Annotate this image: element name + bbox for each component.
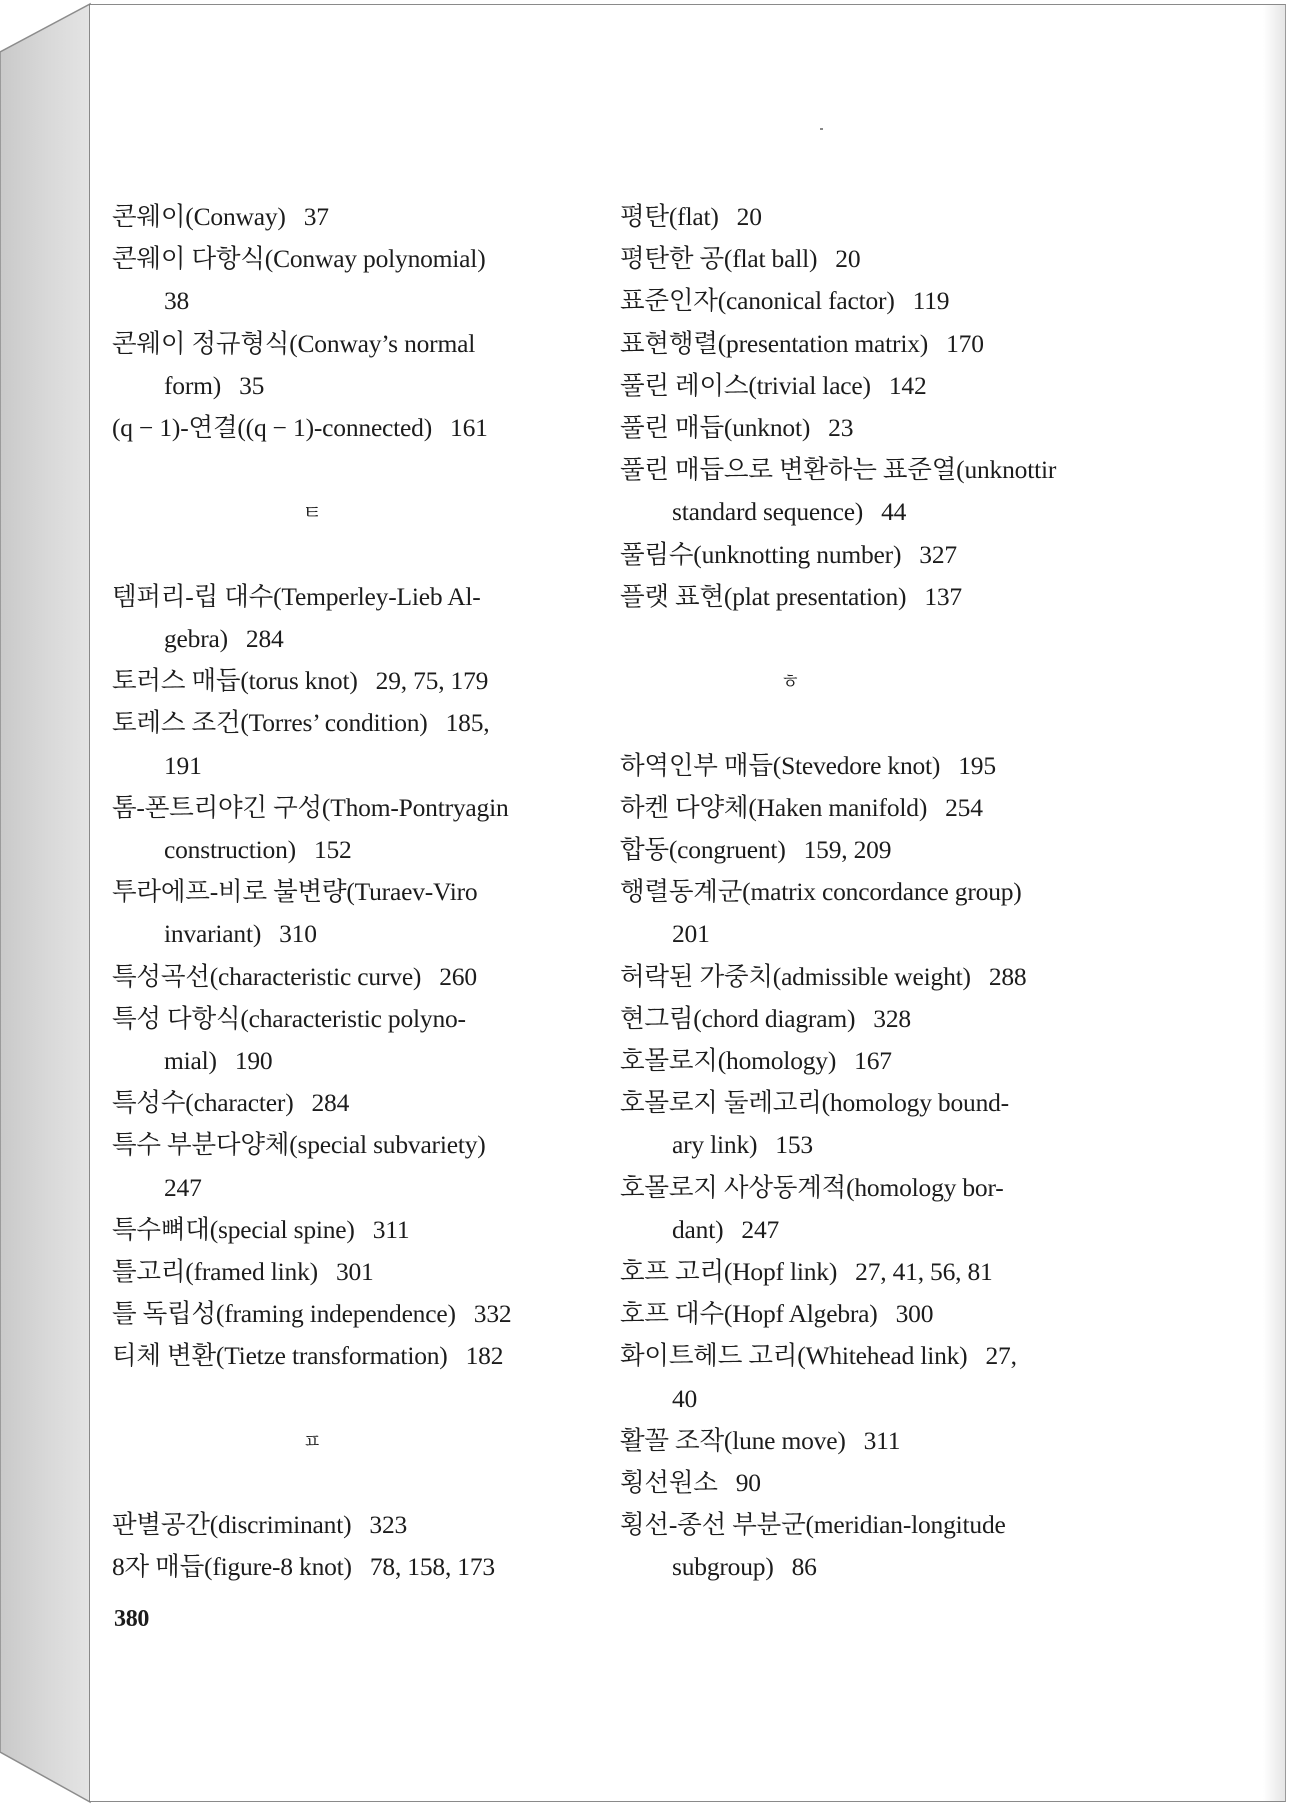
index-entry-line <box>112 1335 582 1377</box>
index-entry-line <box>620 829 1180 871</box>
index-entry <box>112 998 582 1082</box>
index-entry-continuation <box>112 913 582 955</box>
index-term: 톰-폰트리야긴 구성(Thom-Pontryagin <box>112 792 509 822</box>
index-page-refs: 311 <box>863 1425 901 1455</box>
index-page-refs: 20 <box>736 202 762 231</box>
index-term: 풀린 레이스(trivial lace) <box>620 370 871 400</box>
index-continuation-text: form) <box>164 370 222 400</box>
index-entry <box>112 196 582 238</box>
index-continuation-text: invariant) <box>164 919 262 949</box>
index-term: 풀린 매듭(unknot) <box>620 413 811 443</box>
index-entry <box>112 702 582 786</box>
index-entry <box>620 280 1180 322</box>
index-page-refs: 167 <box>854 1046 892 1076</box>
index-continuation-text: 40 <box>672 1383 698 1413</box>
index-page-refs: 327 <box>919 539 957 569</box>
index-term: 횡선원소 <box>620 1468 718 1498</box>
index-entry-line <box>620 998 1180 1040</box>
index-entry <box>620 956 1180 998</box>
index-term: 콘웨이(Conway) <box>112 202 286 231</box>
index-page-refs: 27, <box>985 1341 1017 1371</box>
index-entry-line <box>620 365 1180 407</box>
index-entry-line <box>620 449 1180 491</box>
index-entry <box>620 407 1180 449</box>
index-term: 하켄 다양체(Haken manifold) <box>620 792 928 822</box>
index-page-refs: 29, 75, 179 <box>375 666 489 696</box>
index-entry-line <box>112 1293 582 1335</box>
index-entry-line <box>112 956 582 998</box>
index-entry <box>620 238 1180 280</box>
index-page-refs: 288 <box>988 961 1027 991</box>
index-entry-line <box>620 1335 1180 1377</box>
index-term: 표현행렬(presentation matrix) <box>620 328 929 358</box>
index-term: 콘웨이 다항식(Conway polynomial) <box>112 244 486 274</box>
index-entry <box>620 787 1180 829</box>
index-entry-line <box>620 1293 1180 1335</box>
section-gap <box>620 618 1180 660</box>
section-heading: ㅌ <box>302 500 322 525</box>
index-term: 특수뼈대(special spine) <box>112 1214 355 1244</box>
index-term: (q − 1)-연결((q − 1)-connected) <box>112 413 433 443</box>
index-term: 특성곡선(characteristic curve) <box>112 961 422 991</box>
index-term: 표준인자(canonical factor) <box>620 286 895 316</box>
index-entry <box>112 787 582 871</box>
index-entry-continuation <box>112 1167 582 1209</box>
index-term: 플랫 표현(plat presentation) <box>620 581 907 611</box>
index-term: 티체 변환(Tietze transformation) <box>112 1341 448 1371</box>
index-entry-line <box>112 787 582 829</box>
index-term: 콘웨이 정규형식(Conway’s normal <box>112 328 476 358</box>
index-term: 평탄한 공(flat ball) <box>620 244 818 274</box>
index-term: 판별공간(discriminant) <box>112 1510 352 1540</box>
index-entry <box>112 238 582 322</box>
index-entry <box>620 449 1180 533</box>
index-term: 토레스 조건(Torres’ condition) <box>112 708 428 738</box>
index-term: 호프 고리(Hopf link) <box>620 1257 838 1287</box>
index-continuation-text: gebra) <box>164 623 228 653</box>
index-entry-line <box>620 238 1180 280</box>
index-term: 횡선-종선 부분군(meridian-longitude <box>620 1510 1006 1540</box>
index-entry-line <box>620 1462 1180 1504</box>
index-term: 평탄(flat) <box>620 202 719 231</box>
index-term: 템퍼리-립 대수(Temperley-Lieb Al- <box>112 581 481 611</box>
index-entry-continuation <box>112 280 582 322</box>
index-page-refs: 35 <box>239 370 265 400</box>
index-continuation-text: construction) <box>164 835 296 864</box>
index-page-refs: 86 <box>791 1552 817 1582</box>
index-term: 합동(congruent) <box>620 835 786 864</box>
index-term: 호몰로지 둘레고리(homology bound- <box>620 1088 1009 1118</box>
index-entry <box>620 534 1180 576</box>
index-page-refs: 23 <box>828 413 854 443</box>
index-term: 활꼴 조작(lune move) <box>620 1425 846 1455</box>
index-entry-line <box>620 956 1180 998</box>
section-gap <box>112 449 582 491</box>
index-term: 투라에프-비로 불변량(Turaev-Viro <box>112 877 478 907</box>
index-page-refs: 153 <box>775 1130 813 1160</box>
index-entry-line <box>112 1546 582 1588</box>
index-page-refs: 300 <box>895 1299 934 1329</box>
index-entry <box>620 1167 1180 1251</box>
index-entry <box>112 1082 582 1124</box>
index-entry-line <box>620 787 1180 829</box>
index-term: 특성 다항식(characteristic polyno- <box>112 1003 466 1033</box>
index-page-refs: 78, 158, 173 <box>369 1552 495 1582</box>
index-entry-line <box>620 280 1180 322</box>
index-term: 화이트헤드 고리(Whitehead link) <box>620 1341 968 1371</box>
index-term: 호프 대수(Hopf Algebra) <box>620 1299 878 1329</box>
index-page-refs: 137 <box>924 581 962 611</box>
index-entry <box>620 1040 1180 1082</box>
index-entry <box>112 871 582 955</box>
index-page-refs: 170 <box>946 328 984 358</box>
index-entry <box>620 1293 1180 1335</box>
index-page-refs: 190 <box>234 1046 273 1076</box>
index-entry <box>112 1504 582 1546</box>
index-page-refs: 260 <box>439 961 477 991</box>
index-term: 호몰로지 사상동계적(homology bor- <box>620 1172 1004 1202</box>
index-entry-line <box>112 196 582 238</box>
index-entry-line <box>620 576 1180 618</box>
page-edge-shadow <box>1263 5 1285 1801</box>
section-heading: ㅍ <box>302 1428 322 1453</box>
index-term: 호몰로지(homology) <box>620 1046 837 1076</box>
index-entry-continuation <box>620 1378 1180 1420</box>
index-entry-continuation <box>112 745 582 787</box>
index-entry <box>620 1082 1180 1166</box>
print-speck <box>820 128 823 130</box>
index-entry <box>112 323 582 407</box>
index-page-refs: 185, <box>445 708 490 738</box>
index-entry-line <box>112 702 582 744</box>
index-entry <box>112 1335 582 1377</box>
index-entry <box>112 1209 582 1251</box>
index-entry <box>112 660 582 702</box>
index-page-refs: 301 <box>335 1257 374 1287</box>
index-page-refs: 311 <box>372 1214 410 1244</box>
index-continuation-text: standard sequence) <box>672 497 864 527</box>
index-entry-line <box>620 745 1180 787</box>
index-term: 허락된 가중치(admissible weight) <box>620 961 971 991</box>
index-page-refs: 44 <box>881 497 907 527</box>
index-column-right <box>620 196 1180 1589</box>
index-entry <box>620 196 1180 238</box>
index-entry-line <box>620 1167 1180 1209</box>
index-entry <box>620 871 1180 955</box>
index-entry-continuation <box>620 1546 1180 1588</box>
index-entry-line <box>620 196 1180 238</box>
index-entry-continuation <box>620 913 1180 955</box>
index-page-refs: 284 <box>311 1088 350 1118</box>
index-entry <box>112 1293 582 1335</box>
index-page-refs: 37 <box>303 202 329 231</box>
index-page-refs: 254 <box>945 792 983 822</box>
index-entry-line <box>620 1082 1180 1124</box>
index-entry-line <box>620 1420 1180 1462</box>
index-entry <box>620 745 1180 787</box>
index-page-refs: 27, 41, 56, 81 <box>855 1257 993 1287</box>
index-entry <box>112 1251 582 1293</box>
index-term: 현그림(chord diagram) <box>620 1003 856 1033</box>
index-page-refs: 284 <box>245 623 284 653</box>
index-continuation-text: subgroup) <box>672 1552 774 1582</box>
index-entry <box>112 956 582 998</box>
page-number: 380 <box>114 1606 150 1632</box>
index-page-refs: 159, 209 <box>803 835 892 864</box>
index-continuation-text: 191 <box>164 750 202 780</box>
index-page-refs: 332 <box>473 1299 512 1329</box>
index-entry <box>620 1462 1180 1504</box>
index-page-refs: 247 <box>741 1214 780 1244</box>
index-continuation-text: dant) <box>672 1214 724 1244</box>
index-page-refs: 195 <box>958 750 996 780</box>
index-entry <box>112 1124 582 1208</box>
index-continuation-text: 201 <box>672 919 710 949</box>
index-entry-line <box>620 323 1180 365</box>
index-entry-line <box>620 407 1180 449</box>
index-entry-line <box>112 871 582 913</box>
index-entry-continuation <box>620 1124 1180 1166</box>
index-entry-line <box>620 1040 1180 1082</box>
index-entry-continuation <box>112 365 582 407</box>
index-entry <box>620 1504 1180 1588</box>
index-continuation-text: ary link) <box>672 1130 758 1160</box>
index-page-refs: 328 <box>873 1003 911 1033</box>
index-column-left <box>112 196 582 1589</box>
index-page-refs: 20 <box>835 244 861 274</box>
index-page-refs: 323 <box>369 1510 408 1540</box>
index-term: 하역인부 매듭(Stevedore knot) <box>620 750 941 780</box>
index-entry-line <box>112 1209 582 1251</box>
index-entry-continuation <box>112 829 582 871</box>
section-gap <box>112 1378 582 1420</box>
section-gap <box>620 702 1180 744</box>
index-term: 토러스 매듭(torus knot) <box>112 666 358 696</box>
index-term: 행렬동계군(matrix concordance group) <box>620 877 1022 907</box>
index-entry-line <box>112 576 582 618</box>
index-term: 틀 독립성(framing independence) <box>112 1299 456 1329</box>
index-entry <box>620 1335 1180 1419</box>
index-entry-line <box>112 1124 582 1166</box>
index-entry-line <box>112 407 582 449</box>
index-entry-line <box>620 1251 1180 1293</box>
index-entry <box>112 1546 582 1588</box>
section-gap <box>112 534 582 576</box>
index-entry-line <box>112 1504 582 1546</box>
index-entry-line <box>112 998 582 1040</box>
index-entry-line <box>112 238 582 280</box>
index-entry <box>620 1420 1180 1462</box>
index-term: 특수 부분다양체(special subvariety) <box>112 1130 486 1160</box>
index-entry-line <box>112 660 582 702</box>
book-spine-side <box>0 0 92 1806</box>
index-term: 특성수(character) <box>112 1088 294 1118</box>
index-entry-continuation <box>112 618 582 660</box>
index-page-refs: 161 <box>450 413 488 443</box>
book-side-graphic <box>0 0 92 1806</box>
index-entry-continuation <box>620 491 1180 533</box>
index-page-refs: 119 <box>912 286 950 316</box>
index-entry-line <box>620 534 1180 576</box>
index-entry <box>620 576 1180 618</box>
index-entry <box>620 998 1180 1040</box>
index-continuation-text: 38 <box>164 286 190 316</box>
index-term: 틀고리(framed link) <box>112 1257 318 1287</box>
index-entry-line <box>620 871 1180 913</box>
index-page-refs: 182 <box>465 1341 504 1371</box>
index-page-refs: 310 <box>279 919 317 949</box>
index-entry-line <box>112 1251 582 1293</box>
index-entry <box>112 576 582 660</box>
index-entry <box>620 829 1180 871</box>
index-term: 풀린 매듭으로 변환하는 표준열(unknottir <box>620 455 1057 485</box>
index-entry-continuation <box>620 1209 1180 1251</box>
index-term: 풀림수(unknotting number) <box>620 539 902 569</box>
index-entry <box>620 323 1180 365</box>
index-entry <box>620 1251 1180 1293</box>
index-entry-line <box>620 1504 1180 1546</box>
index-page-refs: 152 <box>313 835 352 864</box>
index-entry <box>112 407 582 449</box>
section-heading: ㅎ <box>780 669 800 694</box>
index-entry-continuation <box>112 1040 582 1082</box>
index-entry <box>620 365 1180 407</box>
index-entry-line <box>112 1082 582 1124</box>
section-gap <box>112 1462 582 1504</box>
index-continuation-text: 247 <box>164 1172 202 1202</box>
index-page-refs: 142 <box>888 370 927 400</box>
index-page-refs: 90 <box>735 1468 761 1498</box>
index-continuation-text: mial) <box>164 1046 217 1076</box>
index-term: 8자 매듭(figure-8 knot) <box>112 1552 352 1582</box>
index-entry-line <box>112 323 582 365</box>
